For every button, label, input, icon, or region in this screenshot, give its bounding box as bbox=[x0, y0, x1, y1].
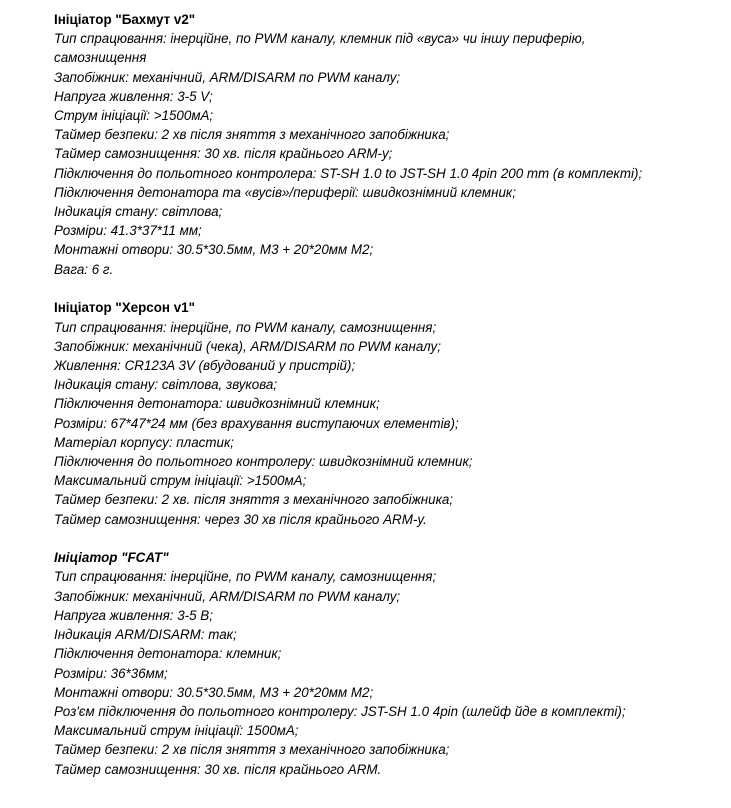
spec-line: Індикація ARM/DISARM: так; bbox=[54, 627, 237, 643]
section-title: Ініціатор "Бахмут v2" bbox=[54, 12, 196, 27]
spec-line: Таймер самознищення: через 30 хв після крайнього ARM-у. bbox=[54, 511, 427, 527]
spec-line: Індикація стану: світлова; bbox=[54, 204, 223, 220]
spec-line: Розміри: 36*36мм; bbox=[54, 665, 168, 681]
initiator-kherson-section bbox=[54, 298, 714, 528]
spec-line: Роз'єм підключення до польотного контролеру: JST-SH 1.0 4pin (шлейф йде в комплекті); bbox=[54, 703, 626, 719]
spec-line: Запобіжник: механічний, ARM/DISARM по PWM каналу; bbox=[54, 588, 401, 604]
spec-line: Живлення: CR123A 3V (вбудований у пристрій); bbox=[54, 357, 356, 373]
spec-line: Тип спрацювання: інерційне, по PWM каналу, клемник під «вуса» чи іншу периферію, самознищення bbox=[54, 31, 586, 66]
spec-line: Запобіжник: механічний (чека), ARM/DISARM по PWM каналу; bbox=[54, 338, 441, 354]
spec-line: Підключення детонатора та «вусів»/периферії: швидкознімний клемник; bbox=[54, 184, 516, 200]
spec-line: Індикація стану: світлова, звукова; bbox=[54, 377, 278, 393]
spec-line: Таймер безпеки: 2 хв після зняття з механічного запобіжника; bbox=[54, 742, 450, 758]
spec-line: Струм ініціації: >1500мА; bbox=[54, 108, 214, 124]
spec-line: Розміри: 67*47*24 мм (без врахування виступаючих елементів); bbox=[54, 415, 459, 431]
spec-line: Напруга живлення: 3-5 В; bbox=[54, 607, 213, 623]
spec-line: Тип спрацювання: інерційне, по PWM каналу, самознищення; bbox=[54, 319, 437, 335]
spec-list bbox=[54, 567, 714, 778]
spec-line: Тип спрацювання: інерційне, по PWM каналу, самознищення; bbox=[54, 569, 437, 585]
spec-line: Максимальний струм ініціації: 1500мА; bbox=[54, 723, 299, 739]
spec-line: Підключення детонатора: швидкознімний клемник; bbox=[54, 396, 380, 412]
spec-line: Підключення детонатора: клемник; bbox=[54, 646, 282, 662]
spec-line: Монтажні отвори: 30.5*30.5мм, М3 + 20*20мм М2; bbox=[54, 684, 374, 700]
spec-line: Таймер безпеки: 2 хв після зняття з механічного запобіжника; bbox=[54, 127, 450, 143]
spec-line: Підключення до польотного контролера: ST-SH 1.0 to JST-SH 1.0 4pin 200 mm (в комплекті); bbox=[54, 165, 643, 181]
section-title: Ініціатор "Херсон v1" bbox=[54, 300, 195, 316]
section-title: Ініціатор "FCAT" bbox=[54, 550, 169, 566]
document-body bbox=[54, 10, 714, 779]
spec-line: Таймер самознищення: 30 хв. після крайнього ARM. bbox=[54, 761, 382, 777]
initiator-fcat-section bbox=[54, 548, 714, 778]
spec-line: Підключення до польотного контролеру: швидкознімний клемник; bbox=[54, 453, 473, 469]
spec-line: Напруга живлення: 3-5 V; bbox=[54, 88, 213, 104]
spec-line: Запобіжник: механічний, ARM/DISARM по PWM каналу; bbox=[54, 69, 401, 85]
spec-line: Таймер безпеки: 2 хв. після зняття з механічного запобіжника; bbox=[54, 492, 454, 508]
spec-line: Максимальний струм ініціації: >1500мА; bbox=[54, 473, 307, 489]
spec-line: Монтажні отвори: 30.5*30.5мм, М3 + 20*20мм М2; bbox=[54, 242, 374, 258]
spec-line: Розміри: 41.3*37*11 мм; bbox=[54, 223, 202, 239]
initiator-bakhmut-section bbox=[54, 10, 714, 279]
spec-list bbox=[54, 318, 714, 529]
spec-list bbox=[54, 29, 714, 279]
spec-line: Вага: 6 г. bbox=[54, 261, 114, 277]
spec-line: Таймер самознищення: 30 хв. після крайнього ARM-у; bbox=[54, 146, 393, 162]
spec-line: Матеріал корпусу: пластик; bbox=[54, 434, 235, 450]
